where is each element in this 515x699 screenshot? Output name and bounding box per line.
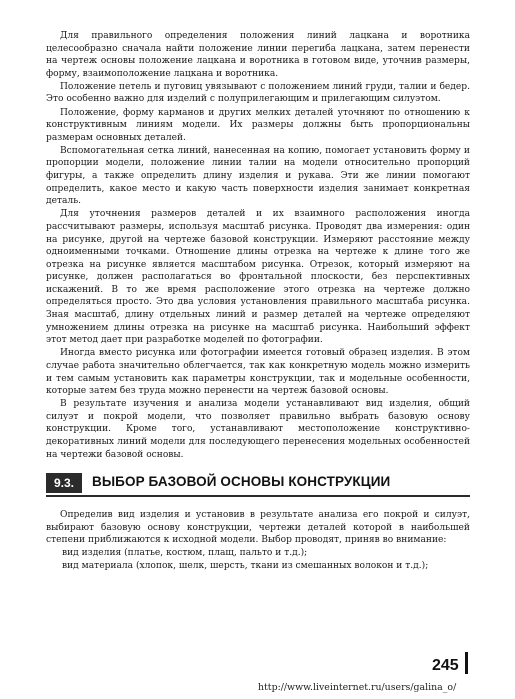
paragraph: Иногда вместо рисунка или фотографии имеется готовый образец изделия. В этом случае работа значительно облегчается, так как конкретную модель можно измерить и тем самым установить как параметры конструкции, так и модельные особенности, которые затем без труда можно перенести на чертеж базовой основы. [46,348,470,397]
paragraph: В результате изучения и анализа модели устанавливают вид изделия, общий силуэт и покрой модели, что позволяет правильно выбрать базовую основу конструкции. Кроме того, устанавливают местоположение конструктивно-декоративных линий модели для последующего перенесения модельных особенностей на чертежи базовой основы. [46,399,470,460]
section-title: ВЫБОР БАЗОВОЙ ОСНОВЫ КОНСТРУКЦИИ [92,474,391,490]
section-rule [46,495,470,497]
paragraph: Для правильного определения положения линий лацкана и воротника целесообразно сначала найти положение линии перегиба лацкана, затем перенести на чертеж основы положение лацкана и воротника в готовом виде, уточнив размеры, форму, взаимоположение лацкана и воротника. [46,31,470,79]
paragraph: Положение петель и пуговиц увязывают с положением линий груди, талии и бедер. Это особенно важно для изделий с полуприлегающим и прилегающим силуэтом. [46,81,470,105]
section-number: 9.3. [46,473,82,493]
list-item: вид материала (хлопок, шелк, шерсть, ткани из смешанных волокон и т.д.); [62,560,429,571]
section-heading [46,471,470,497]
list-item: вид изделия (платье, костюм, плащ, пальто и т.д.); [62,547,308,558]
footer-url: http://www.liveinternet.ru/users/galina_o/ [258,682,457,693]
paragraph: Определив вид изделия и установив в результате анализа его покрой и силуэт, выбирают базовую основу конструкции, чертежи деталей которой в наибольшей степени приближаются к исходной модели. Выбор проводят, приняв во внимание: [46,510,470,546]
paragraph: Для уточнения размеров деталей и их взаимного расположения иногда рассчитывают размеры, используя масштаб рисунка. Проводят два измерения: один на рисунке, другой на чертеже базовой конструкции. Измеряют расстояние между одноименными точками. Отношение длины отрезка на чертеже к длине того же отрезка на рисунке является масштабом рисунка. Отрезок, который измеряют на рисунке, должен располагаться во фронтальной плоскости, без перспективных искажений. В то же время расположение этого отрезка на чертеже должно определяться просто. Это два условия установления правильного масштаба рисунка. Зная масштаб, длину отдельных линий и размер деталей на чертеже определяют умножением длины отрезка на рисунке на масштаб рисунка. Наибольший эффект этот метод дает при разработке моделей по фотографии. [46,209,470,346]
page-body [46,30,470,572]
paragraph: Вспомогательная сетка линий, нанесенная на копию, помогает установить форму и пропорции модели, положение линии талии на модели относительно пропорций фигуры, а также определить длину изделия и рукава. Эти же линии помогают определить, какое место и какую часть поверхности изделия занимает конкретная деталь. [46,145,470,207]
page-number: 245 [432,657,459,674]
paragraph: Положение, форму карманов и других мелких деталей уточняют по отношению к конструктивным линиям модели. Их размеры должны быть пропорциональны размерам основных деталей. [46,107,470,143]
page-number-bar [465,652,468,674]
